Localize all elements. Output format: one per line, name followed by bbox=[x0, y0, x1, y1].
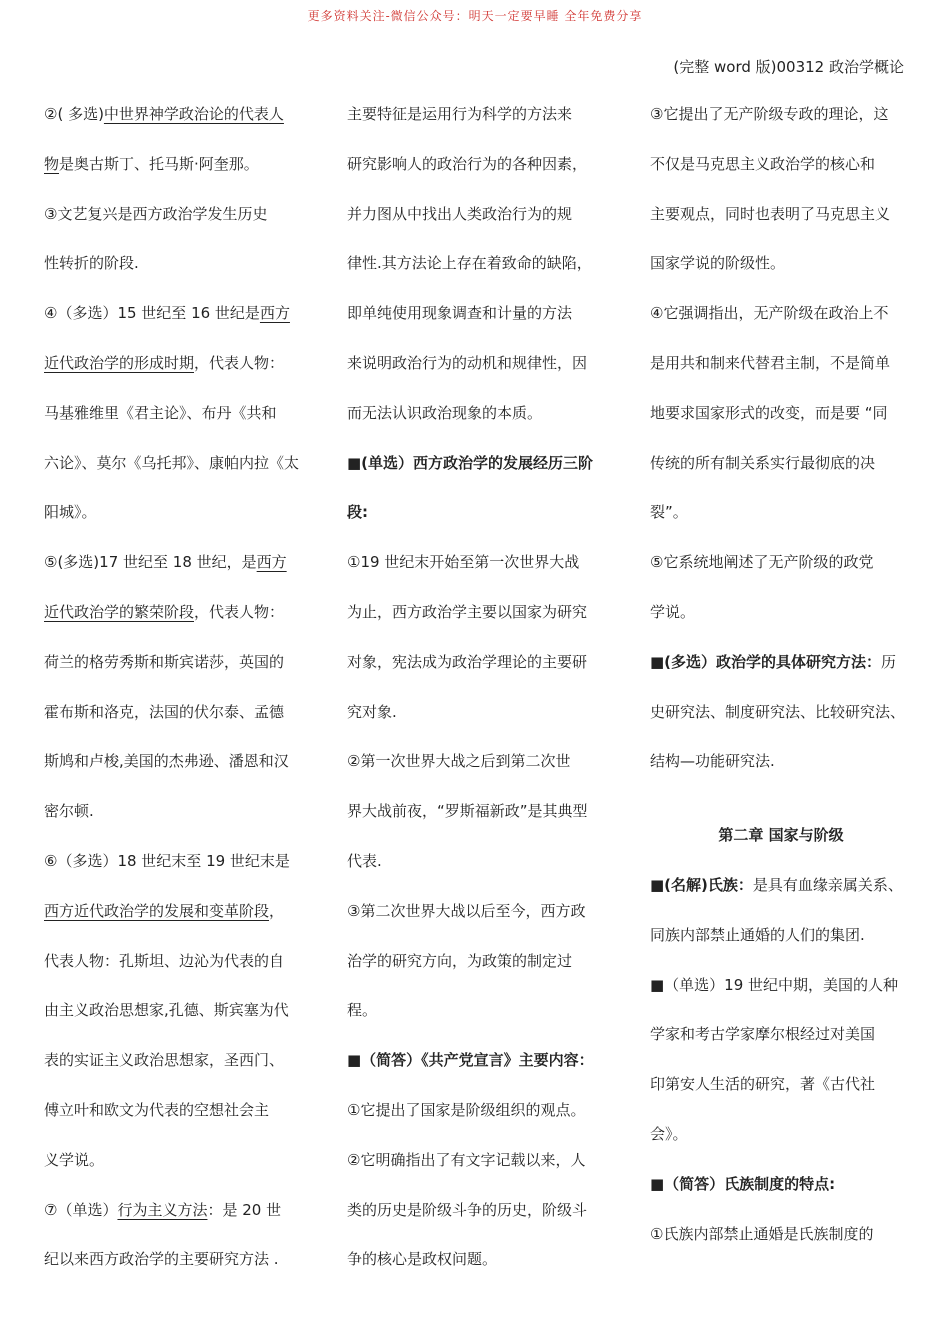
section-heading: ■(单选）西方政治学的发展经历三阶 bbox=[347, 453, 594, 472]
text-line: 性转折的阶段. bbox=[44, 254, 139, 273]
promo-banner: 更多资料关注-微信公众号：明天一定要早睡 全年免费分享 bbox=[307, 9, 643, 23]
document-title: (完整 word 版)00312 政治学概论 bbox=[673, 58, 904, 76]
text-line: 由主义政治思想家,孔德、斯宾塞为代 bbox=[44, 1001, 289, 1020]
text-line: 即单纯使用现象调查和计量的方法 bbox=[347, 304, 573, 323]
text-line: 学说。 bbox=[650, 602, 696, 621]
text-line: ①它提出了国家是阶级组织的观点。 bbox=[347, 1100, 586, 1119]
text-line: 不仅是马克思主义政治学的核心和 bbox=[650, 154, 876, 173]
text-line: 马基雅维里《君主论》、布丹《共和 bbox=[44, 403, 277, 422]
text-line: 六论》、莫尔《乌托邦》、康帕内拉《太 bbox=[44, 453, 300, 472]
text-line: 会》。 bbox=[650, 1124, 688, 1143]
left-column bbox=[44, 90, 306, 1285]
text-line: 类的历史是阶级斗争的历史，阶级斗 bbox=[347, 1200, 588, 1219]
text-line: ③文艺复兴是西方政治学发生历史 bbox=[44, 204, 268, 223]
text-line: 律性.其方法论上存在着致命的缺陷， bbox=[347, 254, 592, 273]
text-line: 地要求国家形式的改变，而是要 “同 bbox=[650, 403, 888, 422]
text-line: 同族内部禁止通婚的人们的集团. bbox=[650, 925, 865, 944]
text-line: 代表人物：孔斯坦、边沁为代表的自 bbox=[44, 951, 285, 970]
text-line: ④它强调指出，无产阶级在政治上不 bbox=[650, 304, 889, 323]
text-line: ①氏族内部禁止通婚是氏族制度的 bbox=[650, 1224, 874, 1243]
text-line: ⑤(多选)17 世纪至 18 世纪，是西方 bbox=[44, 553, 287, 572]
text-line: ■（单选）19 世纪中期，美国的人种 bbox=[650, 975, 899, 994]
text-line: 为止，西方政治学主要以国家为研究 bbox=[347, 602, 588, 621]
text-line: 程。 bbox=[347, 1001, 378, 1020]
text-line: ④（多选）15 世纪至 16 世纪是西方 bbox=[44, 304, 290, 323]
text-line: 代表. bbox=[347, 851, 382, 870]
text-line: 近代政治学的繁荣阶段，代表人物： bbox=[44, 602, 285, 621]
text-line: ■(多选）政治学的具体研究方法：历 bbox=[650, 652, 897, 671]
text-line: 斯鸠和卢梭,美国的杰弗逊、潘恩和汉 bbox=[44, 752, 289, 771]
text-line: 西方近代政治学的发展和变革阶段， bbox=[44, 901, 285, 920]
text-line: 物是奥古斯丁、托马斯·阿奎那。 bbox=[44, 154, 259, 173]
text-line: 傅立叶和欧文为代表的空想社会主 bbox=[44, 1100, 270, 1119]
text-line: 是用共和制来代替君主制，不是简单 bbox=[650, 353, 891, 372]
text-line: 表的实证主义政治思想家，圣西门、 bbox=[44, 1051, 285, 1070]
section-heading: 段: bbox=[347, 503, 368, 522]
text-line: ⑦（单选）行为主义方法：是 20 世 bbox=[44, 1200, 282, 1219]
text-line: ②( 多选)中世界神学政治论的代表人 bbox=[44, 105, 284, 123]
text-line: ②它明确指出了有文字记载以来，人 bbox=[347, 1150, 586, 1169]
text-line: ③它提出了无产阶级专政的理论，这 bbox=[650, 105, 889, 123]
text-line: 阳城》。 bbox=[44, 503, 97, 522]
text-line: 究对象. bbox=[347, 702, 397, 721]
middle-column bbox=[347, 90, 609, 1285]
text-line: 治学的研究方向，为政策的制定过 bbox=[347, 951, 573, 970]
text-line: 主要观点，同时也表明了马克思主义 bbox=[650, 204, 891, 223]
text-line: 密尔顿. bbox=[44, 802, 94, 821]
chapter-heading: 第二章 国家与阶级 bbox=[718, 826, 844, 845]
text-line: 来说明政治行为的动机和规律性，因 bbox=[347, 353, 588, 372]
text-line: 近代政治学的形成时期，代表人物： bbox=[44, 353, 285, 372]
text-line: 史研究法、制度研究法、比较研究法、 bbox=[650, 702, 906, 721]
text-line: ②第一次世界大战之后到第二次世 bbox=[347, 752, 571, 771]
text-line: 争的核心是政权问题。 bbox=[347, 1250, 498, 1269]
text-line: 印第安人生活的研究，著《古代社 bbox=[650, 1075, 876, 1094]
text-line: 裂”。 bbox=[650, 503, 688, 522]
text-line: 并力图从中找出人类政治行为的规 bbox=[347, 204, 573, 223]
right-column bbox=[650, 90, 912, 1259]
text-line: 国家学说的阶级性。 bbox=[650, 254, 786, 273]
text-line: 纪以来西方政治学的主要研究方法 . bbox=[44, 1250, 279, 1269]
section-heading: ■（简答）氏族制度的特点: bbox=[650, 1174, 836, 1193]
text-line: 主要特征是运用行为科学的方法来 bbox=[347, 105, 573, 123]
text-line: 传统的所有制关系实行最彻底的决 bbox=[650, 453, 876, 472]
text-line: ③第二次世界大战以后至今，西方政 bbox=[347, 901, 586, 920]
text-line: ①19 世纪末开始至第一次世界大战 bbox=[347, 553, 580, 572]
text-line: 研究影响人的政治行为的各种因素， bbox=[347, 154, 588, 173]
text-line: 荷兰的格劳秀斯和斯宾诺莎，英国的 bbox=[44, 652, 285, 671]
text-line: ■(名解)氏族：是具有血缘亲属关系、 bbox=[650, 875, 903, 894]
text-line: 义学说。 bbox=[44, 1150, 105, 1169]
text-line: ⑤它系统地阐述了无产阶级的政党 bbox=[650, 553, 874, 572]
text-line: 界大战前夜，“罗斯福新政”是其典型 bbox=[347, 802, 588, 821]
text-line: 学家和考古学家摩尔根经过对美国 bbox=[650, 1025, 876, 1044]
text-line: 而无法认识政治现象的本质。 bbox=[347, 403, 543, 422]
text-line: 对象，宪法成为政治学理论的主要研 bbox=[347, 652, 588, 671]
text-line: ⑥（多选）18 世纪末至 19 世纪末是 bbox=[44, 851, 290, 870]
section-heading: ■（简答）《共产党宣言》主要内容： bbox=[347, 1051, 594, 1070]
text-line: 霍布斯和洛克，法国的伏尔泰、孟德 bbox=[44, 702, 285, 721]
text-line: 结构—功能研究法. bbox=[650, 752, 775, 771]
